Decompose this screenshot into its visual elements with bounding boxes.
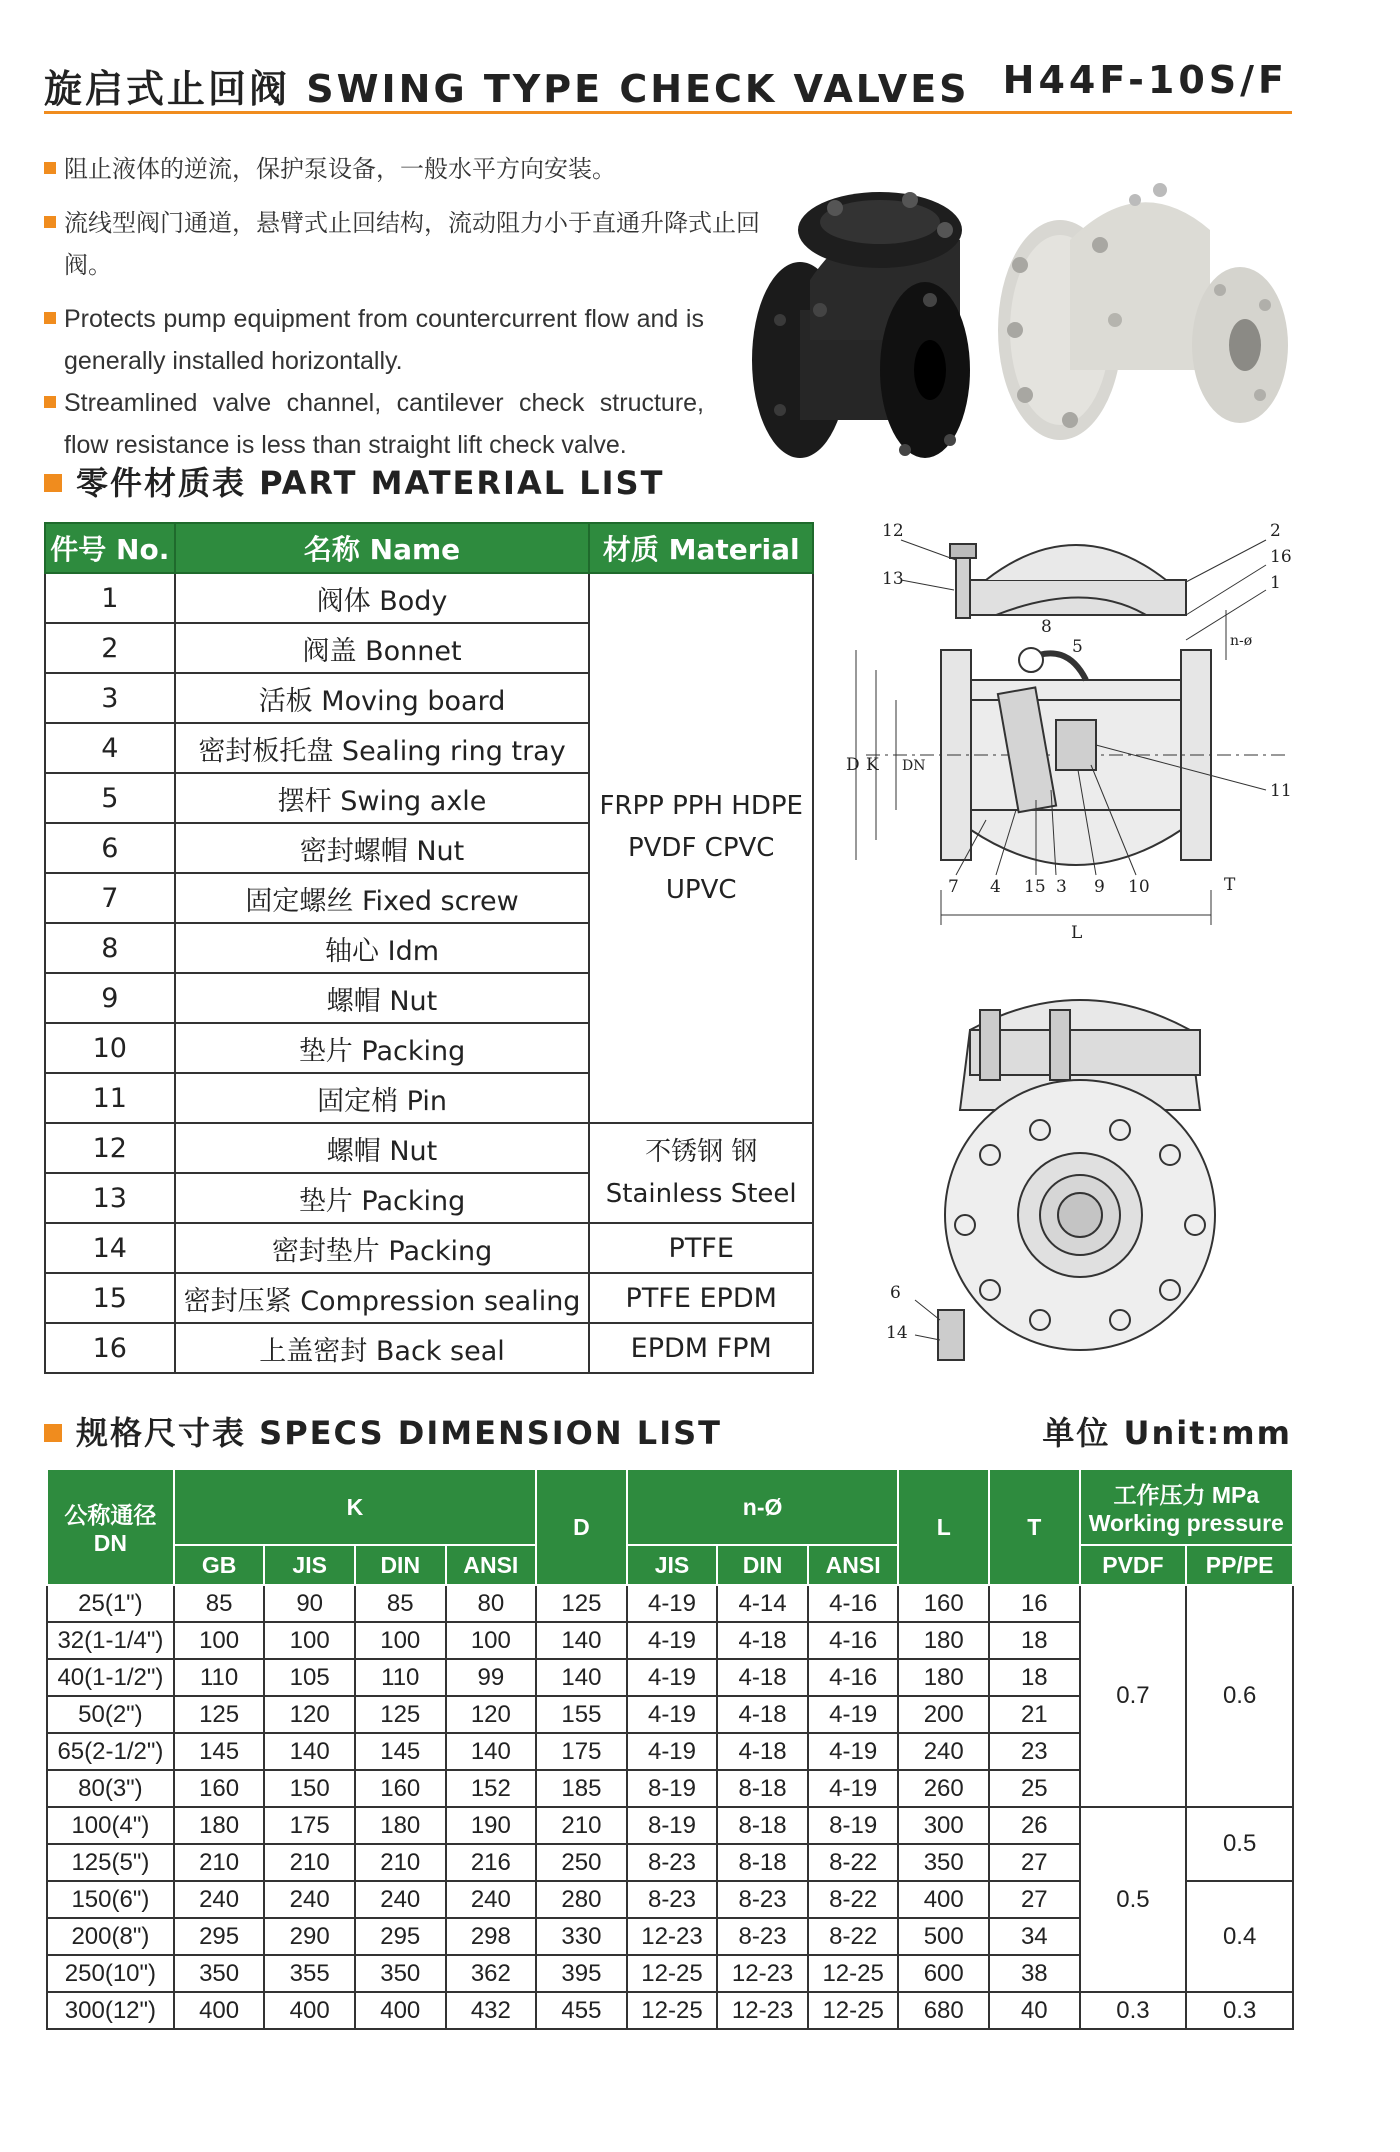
material-line: Stainless Steel <box>605 1179 797 1209</box>
page-title: 旋启式止回阀 SWING TYPE CHECK VALVES <box>44 67 970 111</box>
dn-cell: 100(4") <box>47 1807 174 1844</box>
spec-cell: 290 <box>264 1918 355 1955</box>
spec-cell: 80 <box>446 1585 537 1622</box>
section-view-drawing <box>846 520 1306 960</box>
part-material: EPDM FPM <box>589 1323 813 1373</box>
spec-cell: 140 <box>536 1622 627 1659</box>
spec-cell: 100 <box>355 1622 446 1659</box>
callout-label: 4 <box>990 877 1001 897</box>
subheader-cell: JIS <box>264 1545 355 1585</box>
dn-cell: 150(6") <box>47 1881 174 1918</box>
spec-cell: 105 <box>264 1659 355 1696</box>
spec-cell: 180 <box>898 1622 989 1659</box>
callout-label: 10 <box>1128 877 1150 897</box>
dn-cell: 65(2-1/2") <box>47 1733 174 1770</box>
feature-item <box>44 382 704 466</box>
part-no: 13 <box>45 1173 175 1223</box>
pvdf-pressure-cell: 0.3 <box>1080 1992 1187 2029</box>
spec-cell: 8-19 <box>627 1770 718 1807</box>
spec-cell: 12-25 <box>627 1955 718 1992</box>
header-n: n-Ø <box>627 1469 899 1545</box>
subheader-cell: GB <box>174 1545 265 1585</box>
spec-cell: 210 <box>174 1844 265 1881</box>
spec-cell: 140 <box>264 1733 355 1770</box>
part-no: 7 <box>45 873 175 923</box>
spec-cell: 12-23 <box>627 1918 718 1955</box>
material-line: PVDF CPVC UPVC <box>627 833 775 905</box>
header-name: 名称 Name <box>175 523 590 573</box>
callout-label: 1 <box>1270 573 1281 593</box>
spec-cell: 4-16 <box>808 1622 899 1659</box>
spec-cell: 125 <box>355 1696 446 1733</box>
header-no: 件号 No. <box>45 523 175 573</box>
feature-item <box>44 202 764 286</box>
spec-cell: 4-19 <box>808 1770 899 1807</box>
pp-pressure-cell: 0.6 <box>1186 1585 1293 1807</box>
spec-cell: 12-23 <box>717 1992 808 2029</box>
spec-cell: 4-18 <box>717 1622 808 1659</box>
part-no: 14 <box>45 1223 175 1273</box>
spec-cell: 260 <box>898 1770 989 1807</box>
header-text: DN <box>93 1530 128 1556</box>
callout-label: 7 <box>948 877 959 897</box>
spec-cell: 4-19 <box>627 1733 718 1770</box>
spec-cell: 400 <box>264 1992 355 2029</box>
pp-pressure-cell: 0.4 <box>1186 1881 1293 1992</box>
spec-cell: 295 <box>174 1918 265 1955</box>
spec-cell: 395 <box>536 1955 627 1992</box>
spec-cell: 152 <box>446 1770 537 1807</box>
feature-text: Streamlined valve channel, cantilever check structure, flow resistance is less than straight lift check valve. <box>64 389 704 459</box>
spec-cell: 210 <box>536 1807 627 1844</box>
spec-cell: 8-22 <box>808 1918 899 1955</box>
spec-cell: 160 <box>355 1770 446 1807</box>
spec-cell: 680 <box>898 1992 989 2029</box>
spec-cell: 120 <box>264 1696 355 1733</box>
part-name: 阀体 Body <box>175 573 590 623</box>
spec-cell: 8-18 <box>717 1807 808 1844</box>
spec-cell: 145 <box>174 1733 265 1770</box>
bullet-square-icon <box>44 312 56 324</box>
spec-cell: 8-18 <box>717 1770 808 1807</box>
spec-cell: 8-23 <box>717 1881 808 1918</box>
spec-cell: 4-16 <box>808 1585 899 1622</box>
table-subheader-row <box>47 1545 1293 1585</box>
dimension-label: DN <box>902 758 926 774</box>
spec-cell: 8-22 <box>808 1881 899 1918</box>
part-material: PTFE EPDM <box>589 1273 813 1323</box>
specs-dimension-table <box>46 1468 1294 2030</box>
spec-cell: 240 <box>898 1733 989 1770</box>
spec-cell: 500 <box>898 1918 989 1955</box>
spec-cell: 4-19 <box>808 1696 899 1733</box>
part-material <box>589 573 813 1123</box>
header-l: L <box>898 1469 989 1585</box>
header-material: 材质 Material <box>589 523 813 573</box>
pp-pressure-cell: 0.3 <box>1186 1992 1293 2029</box>
spec-cell: 140 <box>446 1733 537 1770</box>
spec-cell: 8-18 <box>717 1844 808 1881</box>
part-no: 6 <box>45 823 175 873</box>
bullet-square-icon <box>44 216 56 228</box>
feature-text: 阻止液体的逆流，保护泵设备，一般水平方向安装。 <box>64 155 616 183</box>
spec-cell: 350 <box>174 1955 265 1992</box>
dn-cell: 250(10") <box>47 1955 174 1992</box>
part-no: 8 <box>45 923 175 973</box>
section-square-icon <box>44 474 62 492</box>
header-d: D <box>536 1469 627 1585</box>
spec-cell: 298 <box>446 1918 537 1955</box>
spec-cell: 4-19 <box>627 1659 718 1696</box>
part-name: 密封螺帽 Nut <box>175 823 590 873</box>
part-no: 11 <box>45 1073 175 1123</box>
spec-cell: 240 <box>446 1881 537 1918</box>
spec-cell: 8-22 <box>808 1844 899 1881</box>
pvdf-pressure-cell: 0.5 <box>1080 1807 1187 1992</box>
header-text: Working pressure <box>1088 1510 1284 1536</box>
spec-cell: 12-25 <box>808 1955 899 1992</box>
callout-label: 2 <box>1270 521 1281 541</box>
pvdf-pressure-cell: 0.7 <box>1080 1585 1187 1807</box>
spec-cell: 8-23 <box>627 1844 718 1881</box>
spec-cell: 280 <box>536 1881 627 1918</box>
model-code: H44F-10S/F <box>1002 58 1288 102</box>
table-row <box>45 1223 813 1273</box>
table-row <box>45 573 813 623</box>
part-no: 5 <box>45 773 175 823</box>
callout-label: 9 <box>1094 877 1105 897</box>
subheader-cell: DIN <box>355 1545 446 1585</box>
spec-cell: 185 <box>536 1770 627 1807</box>
spec-cell: 21 <box>989 1696 1080 1733</box>
part-name: 上盖密封 Back seal <box>175 1323 590 1373</box>
subheader-cell: ANSI <box>446 1545 537 1585</box>
dn-cell: 300(12") <box>47 1992 174 2029</box>
table-row <box>47 1992 1293 2029</box>
spec-cell: 200 <box>898 1696 989 1733</box>
part-name: 摆杆 Swing axle <box>175 773 590 823</box>
part-no: 1 <box>45 573 175 623</box>
spec-cell: 16 <box>989 1585 1080 1622</box>
spec-cell: 125 <box>174 1696 265 1733</box>
header-text: 工作压力 MPa <box>1113 1482 1260 1508</box>
spec-cell: 18 <box>989 1659 1080 1696</box>
black-valve-image <box>752 192 970 458</box>
spec-cell: 8-19 <box>808 1807 899 1844</box>
spec-cell: 400 <box>174 1992 265 2029</box>
spec-cell: 150 <box>264 1770 355 1807</box>
part-name: 密封压紧 Compression sealing <box>175 1273 590 1323</box>
dimension-label: D <box>846 755 860 775</box>
grey-valve-image <box>998 183 1288 440</box>
table-header-row <box>47 1469 1293 1545</box>
part-material: PTFE <box>589 1223 813 1273</box>
dn-cell: 50(2") <box>47 1696 174 1733</box>
spec-cell: 4-18 <box>717 1733 808 1770</box>
unit-label: 单位 Unit:mm <box>1042 1414 1292 1452</box>
spec-cell: 26 <box>989 1807 1080 1844</box>
spec-cell: 400 <box>355 1992 446 2029</box>
spec-cell: 40 <box>989 1992 1080 2029</box>
spec-cell: 100 <box>264 1622 355 1659</box>
spec-cell: 4-16 <box>808 1659 899 1696</box>
callout-label: 14 <box>886 1323 908 1343</box>
material-line: 不锈钢 钢 <box>645 1137 758 1167</box>
spec-cell: 125 <box>536 1585 627 1622</box>
part-material-table <box>44 522 814 1374</box>
feature-list <box>44 148 760 466</box>
section-title-text: 零件材质表 PART MATERIAL LIST <box>76 464 665 502</box>
spec-cell: 12-25 <box>627 1992 718 2029</box>
table-header-row <box>45 523 813 573</box>
spec-cell: 85 <box>355 1585 446 1622</box>
spec-cell: 240 <box>355 1881 446 1918</box>
dimension-label: L <box>1071 923 1083 943</box>
feature-text: 流线型阀门通道，悬臂式止回结构，流动阻力小于直通升降式止回阀。 <box>64 209 760 279</box>
callout-label: 5 <box>1072 637 1083 657</box>
spec-cell: 190 <box>446 1807 537 1844</box>
spec-cell: 455 <box>536 1992 627 2029</box>
end-view-drawing <box>880 990 1300 1370</box>
spec-cell: 240 <box>264 1881 355 1918</box>
table-row <box>45 1273 813 1323</box>
spec-cell: 240 <box>174 1881 265 1918</box>
spec-cell: 295 <box>355 1918 446 1955</box>
spec-cell: 155 <box>536 1696 627 1733</box>
table-row <box>45 1323 813 1373</box>
bullet-square-icon <box>44 396 56 408</box>
spec-cell: 100 <box>174 1622 265 1659</box>
dn-cell: 32(1-1/4") <box>47 1622 174 1659</box>
feature-text: Protects pump equipment from countercurrent flow and is generally installed horizontally. <box>64 305 704 375</box>
spec-cell: 12-25 <box>808 1992 899 2029</box>
part-no: 3 <box>45 673 175 723</box>
spec-cell: 330 <box>536 1918 627 1955</box>
spec-cell: 600 <box>898 1955 989 1992</box>
subheader-cell: PVDF <box>1080 1545 1187 1585</box>
callout-label: 11 <box>1270 781 1292 801</box>
spec-cell: 175 <box>264 1807 355 1844</box>
parts-section-title <box>44 458 664 504</box>
part-name: 轴心 Idm <box>175 923 590 973</box>
part-no: 15 <box>45 1273 175 1323</box>
specs-body <box>47 1585 1293 2029</box>
spec-cell: 90 <box>264 1585 355 1622</box>
feature-item <box>44 298 704 382</box>
dn-cell: 125(5") <box>47 1844 174 1881</box>
dn-cell: 25(1") <box>47 1585 174 1622</box>
spec-cell: 300 <box>898 1807 989 1844</box>
table-row <box>45 1123 813 1173</box>
part-name: 活板 Moving board <box>175 673 590 723</box>
specs-section-title <box>44 1408 722 1454</box>
spec-cell: 27 <box>989 1844 1080 1881</box>
callout-label: 12 <box>882 521 904 541</box>
spec-cell: 8-23 <box>717 1918 808 1955</box>
spec-cell: 12-23 <box>717 1955 808 1992</box>
part-name: 垫片 Packing <box>175 1173 590 1223</box>
spec-cell: 99 <box>446 1659 537 1696</box>
material-line: FRPP PPH HDPE <box>599 791 803 821</box>
spec-cell: 4-19 <box>627 1622 718 1659</box>
callout-label: 8 <box>1041 617 1052 637</box>
callout-label: 16 <box>1270 547 1292 567</box>
callout-label: 6 <box>890 1283 901 1303</box>
spec-cell: 18 <box>989 1622 1080 1659</box>
spec-cell: 160 <box>174 1770 265 1807</box>
part-no: 12 <box>45 1123 175 1173</box>
spec-cell: 180 <box>174 1807 265 1844</box>
spec-cell: 100 <box>446 1622 537 1659</box>
spec-cell: 180 <box>898 1659 989 1696</box>
part-no: 10 <box>45 1023 175 1073</box>
header-k: K <box>174 1469 536 1545</box>
spec-cell: 110 <box>174 1659 265 1696</box>
spec-cell: 210 <box>264 1844 355 1881</box>
spec-cell: 4-14 <box>717 1585 808 1622</box>
part-name: 密封板托盘 Sealing ring tray <box>175 723 590 773</box>
callout-label: 13 <box>882 569 904 589</box>
part-name: 螺帽 Nut <box>175 1123 590 1173</box>
dimension-label: T <box>1224 875 1236 895</box>
spec-cell: 8-23 <box>627 1881 718 1918</box>
part-name: 密封垫片 Packing <box>175 1223 590 1273</box>
spec-cell: 4-19 <box>627 1696 718 1733</box>
spec-cell: 160 <box>898 1585 989 1622</box>
spec-cell: 140 <box>536 1659 627 1696</box>
spec-cell: 355 <box>264 1955 355 1992</box>
spec-cell: 145 <box>355 1733 446 1770</box>
spec-cell: 120 <box>446 1696 537 1733</box>
spec-cell: 250 <box>536 1844 627 1881</box>
spec-cell: 350 <box>898 1844 989 1881</box>
feature-item <box>44 148 744 190</box>
part-name: 垫片 Packing <box>175 1023 590 1073</box>
spec-cell: 4-18 <box>717 1696 808 1733</box>
header-t: T <box>989 1469 1080 1585</box>
spec-cell: 350 <box>355 1955 446 1992</box>
spec-cell: 4-19 <box>808 1733 899 1770</box>
part-name: 固定螺丝 Fixed screw <box>175 873 590 923</box>
part-name: 固定梢 Pin <box>175 1073 590 1123</box>
dimension-label: K <box>866 755 879 775</box>
spec-cell: 110 <box>355 1659 446 1696</box>
dn-cell: 80(3") <box>47 1770 174 1807</box>
spec-cell: 25 <box>989 1770 1080 1807</box>
section-title-text: 规格尺寸表 SPECS DIMENSION LIST <box>76 1414 722 1452</box>
spec-cell: 175 <box>536 1733 627 1770</box>
subheader-cell: ANSI <box>808 1545 899 1585</box>
header-dn <box>47 1469 174 1585</box>
section-square-icon <box>44 1424 62 1442</box>
dn-cell: 200(8") <box>47 1918 174 1955</box>
subheader-cell: PP/PE <box>1186 1545 1293 1585</box>
table-row <box>47 1585 1293 1622</box>
spec-cell: 23 <box>989 1733 1080 1770</box>
spec-cell: 85 <box>174 1585 265 1622</box>
header-text: 公称通径 <box>64 1502 157 1528</box>
callout-label: 15 <box>1024 877 1046 897</box>
product-photos <box>740 170 1300 460</box>
spec-cell: 8-19 <box>627 1807 718 1844</box>
header-working-pressure <box>1080 1469 1293 1545</box>
spec-cell: 27 <box>989 1881 1080 1918</box>
table-row <box>47 1807 1293 1844</box>
part-name: 阀盖 Bonnet <box>175 623 590 673</box>
bullet-square-icon <box>44 162 56 174</box>
spec-cell: 362 <box>446 1955 537 1992</box>
part-material <box>589 1123 813 1223</box>
subheader-cell: JIS <box>627 1545 718 1585</box>
callout-label: n-ø <box>1230 633 1253 649</box>
spec-cell: 400 <box>898 1881 989 1918</box>
dn-cell: 40(1-1/2") <box>47 1659 174 1696</box>
spec-cell: 4-19 <box>627 1585 718 1622</box>
callout-label: 3 <box>1056 877 1067 897</box>
spec-cell: 180 <box>355 1807 446 1844</box>
spec-cell: 216 <box>446 1844 537 1881</box>
spec-cell: 38 <box>989 1955 1080 1992</box>
subheader-cell: DIN <box>717 1545 808 1585</box>
part-no: 2 <box>45 623 175 673</box>
part-no: 4 <box>45 723 175 773</box>
part-no: 9 <box>45 973 175 1023</box>
spec-cell: 34 <box>989 1918 1080 1955</box>
part-no: 16 <box>45 1323 175 1373</box>
part-name: 螺帽 Nut <box>175 973 590 1023</box>
page-header <box>44 52 1292 114</box>
spec-cell: 4-18 <box>717 1659 808 1696</box>
spec-cell: 432 <box>446 1992 537 2029</box>
spec-cell: 210 <box>355 1844 446 1881</box>
pp-pressure-cell: 0.5 <box>1186 1807 1293 1881</box>
